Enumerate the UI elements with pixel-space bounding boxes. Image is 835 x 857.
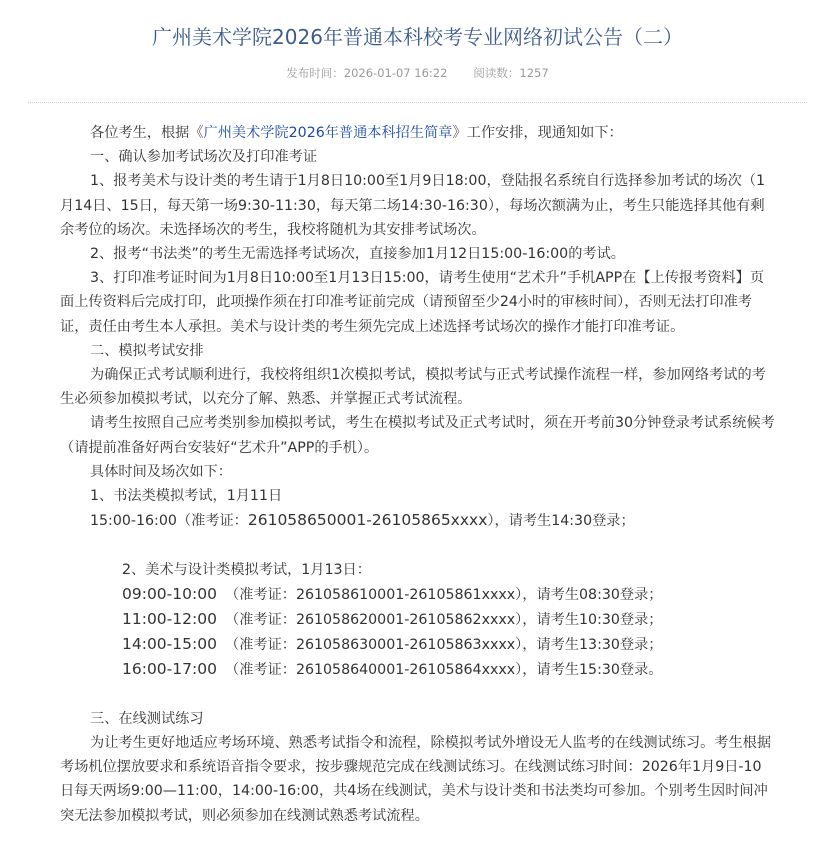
section-1-item-3: 3、打印准考证时间为1月8日10:00至1月13日15:00，请考生使用“艺术升”手机APP在【上传报考资料】页面上传资料后完成打印，此项操作须在打印准考证前完成（请预留至少24小时的审核时间），否则无法打印准考证，责任由考生本人承担。美术与设计类的考生须先完成上述选择考试场次的操作才能打印准考证。 bbox=[60, 270, 765, 335]
art-mock-session bbox=[60, 582, 775, 607]
calligraphy-session-time: 15:00-16:00 bbox=[90, 513, 177, 530]
section-3-paragraph: 为让考生更好地适应考场环境、熟悉考试指令和流程，除模拟考试外增设无人监考的在线测试练习。考生根据考场机位摆放要求和系统语音指令要求，按步骤规范完成在线测试练习。在线测试练习时间：2026年1月9日-10日每天两场9:00—11:00，14:00-16:00，共4场在线测试，美术与设计类和书法类均可参加。个别考生因时间冲突无法参加模拟考试，则必须参加在线测试熟悉考试流程。 bbox=[60, 735, 772, 824]
calligraphy-mock-session bbox=[60, 508, 775, 533]
publish-label: 发布时间： bbox=[286, 66, 344, 80]
spacer bbox=[60, 533, 775, 557]
article-content bbox=[60, 121, 775, 828]
art-mock-session bbox=[60, 607, 775, 632]
art-session-info: （准考证：261058640001-26105864xxxx），请考生15:30登录。 bbox=[225, 662, 663, 679]
greeting-text-pre: 各位考生，根据《 bbox=[90, 125, 204, 141]
section-1-item-1: 1、报考美术与设计类的考生请于1月8日10:00至1月9日18:00，登陆报名系统自行选择参加考试的场次（1月14日、15日，每天第一场9:30-11:30，每天第二场14:30-16:30），每场次额满为止，考生只能选择其他有剩余考位的场次。未选择场次的考生，我校将随机为其安排考试场次。 bbox=[60, 173, 766, 238]
art-session-time: 16:00-17:00 bbox=[122, 660, 217, 679]
title-divider bbox=[28, 102, 807, 103]
greeting-paragraph bbox=[60, 121, 775, 145]
section-1-heading: 一、确认参加考试场次及打印准考证 bbox=[90, 149, 318, 166]
article-meta bbox=[0, 65, 835, 81]
art-mock-heading: 2、美术与设计类模拟考试，1月13日： bbox=[122, 561, 371, 578]
section-1-item-2: 2、报考“书法类”的考生无需选择考试场次，直接参加1月12日15:00-16:00的考试。 bbox=[90, 246, 625, 263]
art-session-info: （准考证：261058610001-26105861xxxx），请考生08:30登录； bbox=[225, 586, 663, 603]
art-mock-session bbox=[60, 632, 775, 657]
calligraphy-ticket-pre: （准考证： bbox=[176, 513, 248, 530]
art-session-time: 09:00-10:00 bbox=[122, 584, 217, 603]
section-2-paragraph-1: 为确保正式考试顺利进行，我校将组织1次模拟考试，模拟考试与正式考试操作流程一样，参加网络考试的考生必须参加模拟考试，以充分了解、熟悉、并掌握正式考试流程。 bbox=[60, 367, 766, 408]
section-2-paragraph-3: 具体时间及场次如下： bbox=[90, 463, 232, 480]
views-count: 1257 bbox=[519, 66, 549, 80]
art-session-info: （准考证：261058630001-26105863xxxx），请考生13:30登录； bbox=[225, 637, 663, 654]
calligraphy-mock-heading: 1、书法类模拟考试，1月11日 bbox=[90, 488, 283, 505]
admission-guide-link[interactable]: 广州美术学院2026年普通本科招生简章 bbox=[203, 125, 453, 141]
section-3-heading: 三、在线测试练习 bbox=[90, 710, 204, 727]
calligraphy-ticket-range: 261058650001-26105865xxxx bbox=[247, 511, 488, 530]
greeting-text-post: 》工作安排，现通知如下： bbox=[452, 125, 623, 141]
views-label: 阅读数： bbox=[473, 66, 520, 80]
art-session-info: （准考证：261058620001-26105862xxxx），请考生10:30登录； bbox=[225, 612, 663, 629]
section-2-heading: 二、模拟考试安排 bbox=[90, 342, 204, 359]
art-session-time: 11:00-12:00 bbox=[122, 610, 217, 629]
section-2-paragraph-2: 请考生按照自己应考类别参加模拟考试，考生在模拟考试及正式考试时，须在开考前30分钟登录考试系统候考（请提前准备好两台安装好“艺术升”APP的手机）。 bbox=[60, 415, 775, 456]
art-session-time: 14:00-15:00 bbox=[122, 635, 217, 654]
spacer bbox=[60, 683, 775, 707]
article-title: 广州美术学院2026年普通本科校考专业网络初试公告（二） bbox=[152, 25, 683, 49]
art-mock-session bbox=[60, 657, 775, 682]
publish-time: 2026-01-07 16:22 bbox=[343, 66, 448, 80]
calligraphy-ticket-post: ），请考生14:30登录； bbox=[487, 513, 635, 530]
